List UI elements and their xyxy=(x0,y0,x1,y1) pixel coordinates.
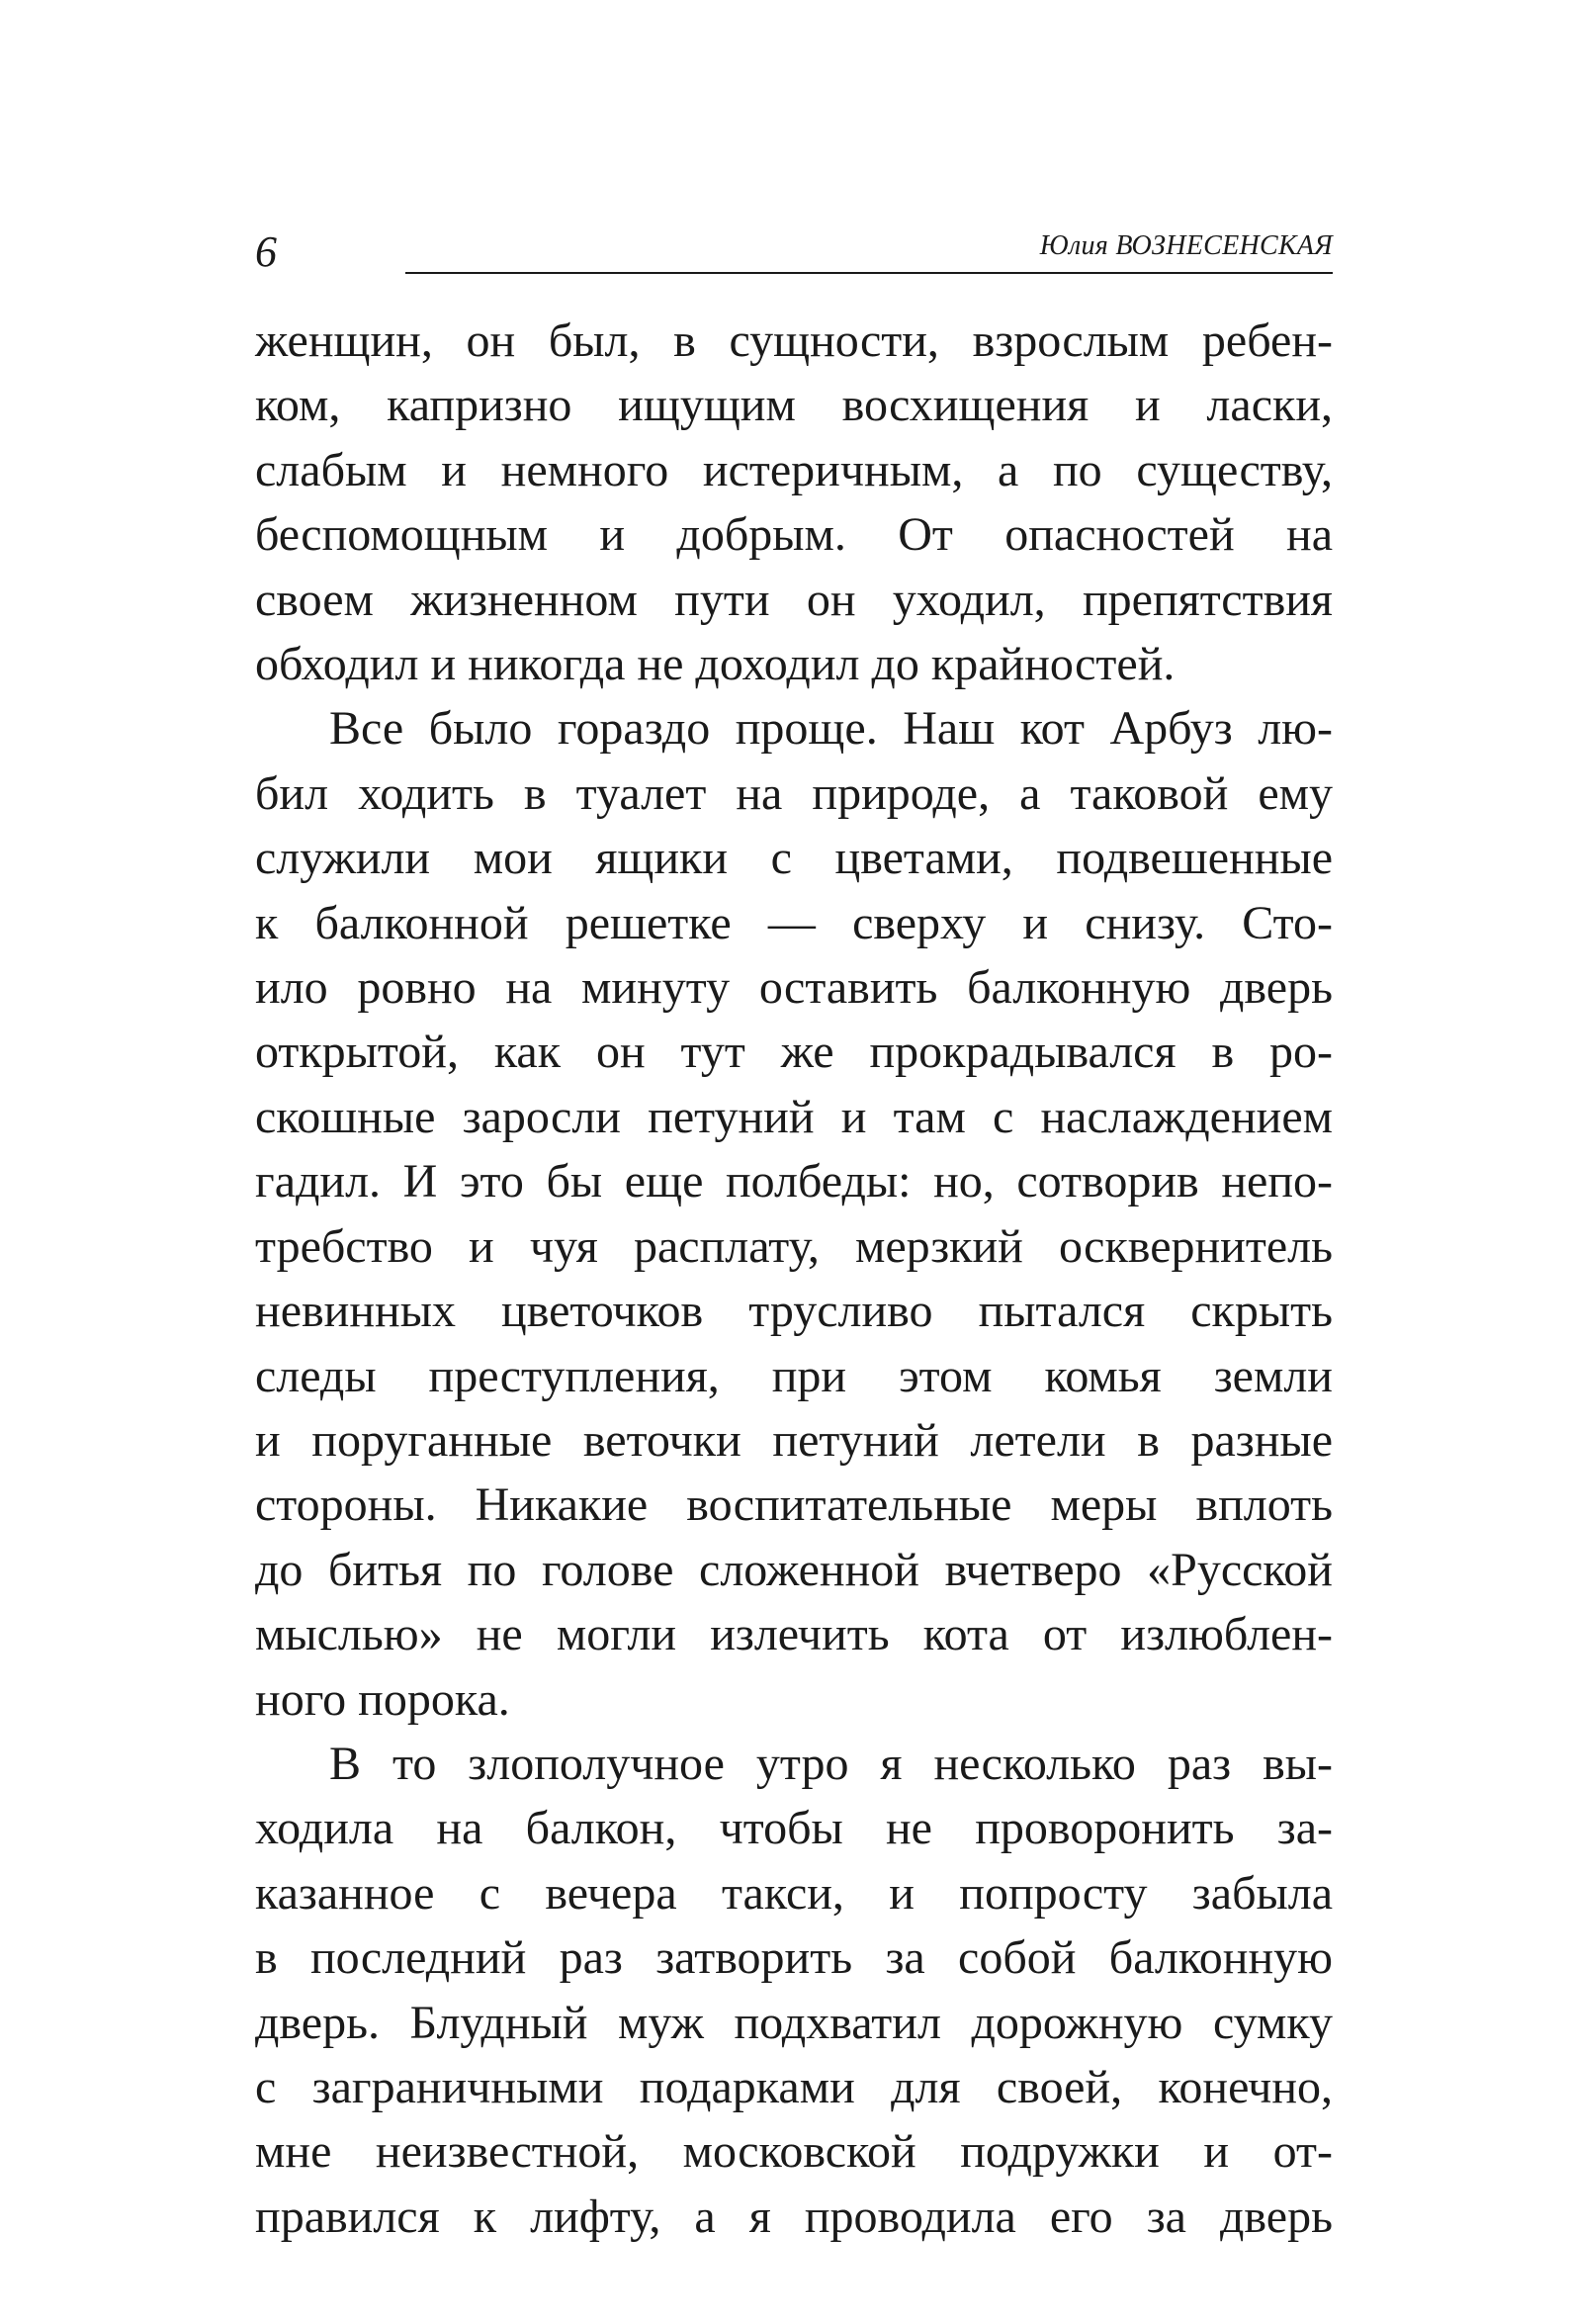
text-line: до битья по голове сложенной вчетверо «Русской xyxy=(255,1543,1333,1596)
text-line: обходил и никогда не доходил до крайностей. xyxy=(255,638,1176,691)
text-line: дверь. Блудный муж подхватил дорожную сумку xyxy=(255,1996,1333,2049)
text-line: ком, капризно ищущим восхищения и ласки, xyxy=(255,379,1333,432)
text-line: бил ходить в туалет на природе, а таковой ему xyxy=(255,766,1333,820)
text-line: стороны. Никакие воспитательные меры вплоть xyxy=(255,1478,1333,1532)
header-rule xyxy=(405,272,1333,274)
text-line: беспомощным и добрым. От опасностей на xyxy=(255,508,1333,562)
text-line: скошные заросли петуний и там с наслаждением xyxy=(255,1090,1333,1143)
text-line: женщин, он был, в сущности, взрослым ребен- xyxy=(255,314,1333,367)
text-line: служили мои ящики с цветами, подвешенные xyxy=(255,832,1333,885)
text-line: слабым и немного истеричным, а по существу, xyxy=(255,443,1333,496)
text-line: невинных цветочков трусливо пытался скрыть xyxy=(255,1285,1333,1338)
text-line: требство и чуя расплату, мерзкий осквернитель xyxy=(255,1219,1333,1273)
text-line: казанное с вечера такси, и попросту забыла xyxy=(255,1866,1333,1920)
text-line: в последний раз затворить за собой балконную xyxy=(255,1931,1333,1985)
running-head-author: Юлия ВОЗНЕСЕНСКАЯ xyxy=(1039,230,1333,261)
text-line: правился к лифту, а я проводила его за дверь xyxy=(255,2190,1333,2243)
text-line: своем жизненном пути он уходил, препятствия xyxy=(255,573,1333,626)
text-line: и поруганные веточки петуний летели в разные xyxy=(255,1413,1333,1467)
text-line: Все было гораздо проще. Наш кот Арбуз лю- xyxy=(329,702,1333,756)
text-line: с заграничными подарками для своей, конечно, xyxy=(255,2060,1333,2113)
text-line: ило ровно на минуту оставить балконную дверь xyxy=(255,961,1333,1015)
text-line: ходила на балкон, чтобы не проворонить за- xyxy=(255,1802,1333,1855)
text-line: мыслью» не могли излечить кота от излюблен- xyxy=(255,1608,1333,1661)
body-text xyxy=(255,309,1333,2249)
text-line: мне неизвестной, московской подружки и от- xyxy=(255,2125,1333,2179)
text-line: открытой, как он тут же прокрадывался в ро- xyxy=(255,1026,1333,1079)
text-line: гадил. И это бы еще полбеды: но, сотворив непо- xyxy=(255,1155,1333,1208)
running-header xyxy=(255,223,1333,282)
text-line: ного порока. xyxy=(255,1672,510,1726)
page-number: 6 xyxy=(255,227,277,276)
text-line: следы преступления, при этом комья земли xyxy=(255,1349,1333,1402)
text-line: к балконной решетке — сверху и снизу. Сто- xyxy=(255,896,1333,949)
text-line: В то злополучное утро я несколько раз вы- xyxy=(329,1737,1333,1790)
